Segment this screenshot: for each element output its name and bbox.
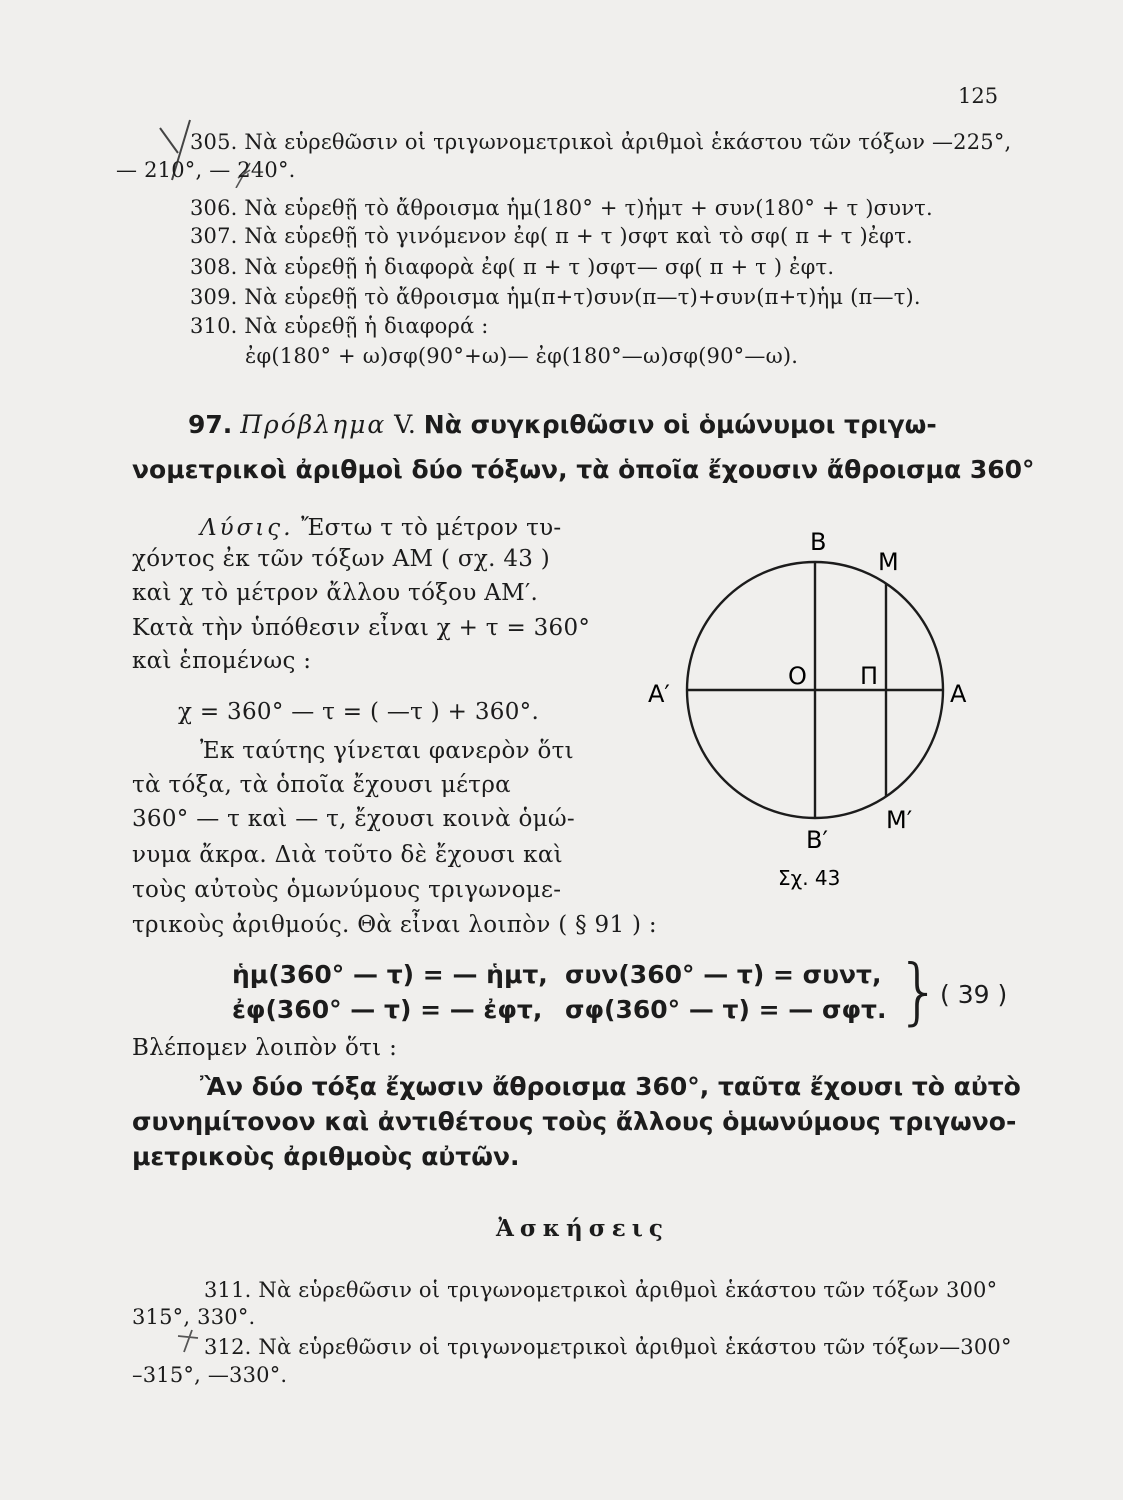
problem-roman: V. bbox=[394, 410, 416, 439]
formula-sin: ἡμ(360° — τ) = — ἡμτ, bbox=[232, 960, 548, 989]
page-number: 125 bbox=[958, 84, 999, 108]
exercise-312-line2: –315°, —330°. bbox=[132, 1363, 288, 1387]
label-a-right: Α bbox=[950, 680, 967, 708]
solution-label: Λύσις. bbox=[200, 515, 294, 541]
exercise-307: 307. Νὰ εὑρεθῇ τὸ γινόμενον ἐφ( π + τ )σφτ καὶ τὸ σφ( π + τ )ἐφτ. bbox=[190, 224, 913, 248]
exercise-308: 308. Νὰ εὑρεθῇ ἡ διαφορὰ ἐφ( π + τ )σφτ— σφ( π + τ ) ἐφτ. bbox=[190, 255, 835, 279]
solution-first-line bbox=[200, 515, 561, 541]
solution-line: τὰ τόξα, τὰ ὁποῖα ἔχουσι μέτρα bbox=[132, 772, 511, 798]
exercise-309: 309. Νὰ εὑρεθῇ τὸ ἄθροισμα ἡμ(π+τ)συν(π—τ)+συν(π+τ)ἡμ (π—τ). bbox=[190, 285, 921, 309]
conclusion-line: μετρικοὺς ἀριθμοὺς αὐτῶν. bbox=[132, 1142, 520, 1171]
exercise-310-line2: ἐφ(180° + ω)σφ(90°+ω)— ἐφ(180°—ω)σφ(90°—ω). bbox=[245, 344, 799, 368]
figure-caption: Σχ. 43 bbox=[778, 866, 841, 890]
solution-line: καὶ ἑπομένως : bbox=[132, 648, 312, 674]
problem-line1: Νὰ συγκριθῶσιν οἱ ὁμώνυμοι τριγω- bbox=[423, 410, 937, 439]
label-b: Β bbox=[810, 528, 827, 556]
solution-equation: χ = 360° — τ = ( —τ ) + 360°. bbox=[178, 699, 540, 725]
label-m: Μ bbox=[878, 548, 899, 576]
conclusion-line: Ἂν δύο τόξα ἔχωσιν ἄθροισμα 360°, ταῦτα ἔχουσι τὸ αὐτὸ bbox=[200, 1072, 1021, 1101]
label-p: Π bbox=[860, 662, 879, 690]
problem-heading bbox=[188, 410, 937, 439]
exercise-305-line1: 305. Νὰ εὑρεθῶσιν οἱ τριγωνομετρικοὶ ἀριθμοὶ ἑκάστου τῶν τόξων —225°, bbox=[190, 130, 1012, 154]
formula-cot: σφ(360° — τ) = — σφτ. bbox=[565, 995, 887, 1024]
exercise-311-line1: 311. Νὰ εὑρεθῶσιν οἱ τριγωνομετρικοὶ ἀριθμοὶ ἑκάστου τῶν τόξων 300° bbox=[204, 1278, 998, 1302]
solution-line: Κατὰ τὴν ὑπόθεσιν εἶναι χ + τ = 360° bbox=[132, 615, 591, 641]
exercise-311-line2: 315°, 330°. bbox=[132, 1305, 256, 1329]
exercise-306: 306. Νὰ εὑρεθῇ τὸ ἄθροισμα ἡμ(180° + τ)ἡμτ + συν(180° + τ )συντ. bbox=[190, 196, 933, 220]
solution-line: νυμα ἄκρα. Διὰ τοῦτο δὲ ἔχουσι καὶ bbox=[132, 842, 564, 868]
problem-number: 97. bbox=[188, 410, 233, 439]
problem-label: Πρόβλημα bbox=[240, 410, 387, 439]
solution-line: τοὺς αὐτοὺς ὁμωνύμους τριγωνομε- bbox=[132, 877, 562, 903]
solution-first: Ἔστω τ τὸ μέτρον τυ- bbox=[301, 515, 562, 541]
label-b-prime: Β′ bbox=[806, 826, 828, 854]
solution-line: 360° — τ καὶ — τ, ἔχουσι κοινὰ ὁμώ- bbox=[132, 806, 575, 832]
formula-brace: } bbox=[896, 949, 942, 1033]
exercise-312-line1: 312. Νὰ εὑρεθῶσιν οἱ τριγωνομετρικοὶ ἀριθμοὶ ἑκάστου τῶν τόξων—300° bbox=[204, 1335, 1012, 1359]
exercise-310-line1: 310. Νὰ εὑρεθῇ ἡ διαφορά : bbox=[190, 314, 489, 338]
exercises-heading: Ἀσκήσεις bbox=[496, 1215, 669, 1242]
label-a-left: Α′ bbox=[648, 680, 670, 708]
formula-cos: συν(360° — τ) = συντ, bbox=[565, 960, 882, 989]
label-o: Ο bbox=[788, 662, 807, 690]
formula-tag: ( 39 ) bbox=[940, 980, 1008, 1009]
formula-tan: ἐφ(360° — τ) = — ἐφτ, bbox=[232, 995, 543, 1024]
conclusion-intro: Βλέπομεν λοιπὸν ὅτι : bbox=[132, 1035, 398, 1061]
problem-line2: νομετρικοὶ ἀριθμοὶ δύο τόξων, τὰ ὁποῖα ἔχουσιν ἄθροισμα 360° bbox=[132, 455, 1035, 484]
solution-line: Ἐκ ταύτης γίνεται φανερὸν ὅτι bbox=[200, 738, 574, 764]
conclusion-line: συνημίτονον καὶ ἀντιθέτους τοὺς ἄλλους ὁμωνύμους τριγωνο- bbox=[132, 1107, 1017, 1136]
solution-line: χόντος ἐκ τῶν τόξων ΑΜ ( σχ. 43 ) bbox=[132, 546, 551, 572]
solution-line: καὶ χ τὸ μέτρον ἄλλου τόξου ΑΜ′. bbox=[132, 580, 539, 606]
solution-line: τρικοὺς ἀριθμούς. Θὰ εἶναι λοιπὸν ( § 91 ) : bbox=[132, 912, 657, 938]
figure-43-unit-circle bbox=[640, 520, 980, 900]
label-m-prime: Μ′ bbox=[886, 806, 913, 834]
exercise-305-line2: — 210°, — 240°. bbox=[116, 158, 296, 182]
